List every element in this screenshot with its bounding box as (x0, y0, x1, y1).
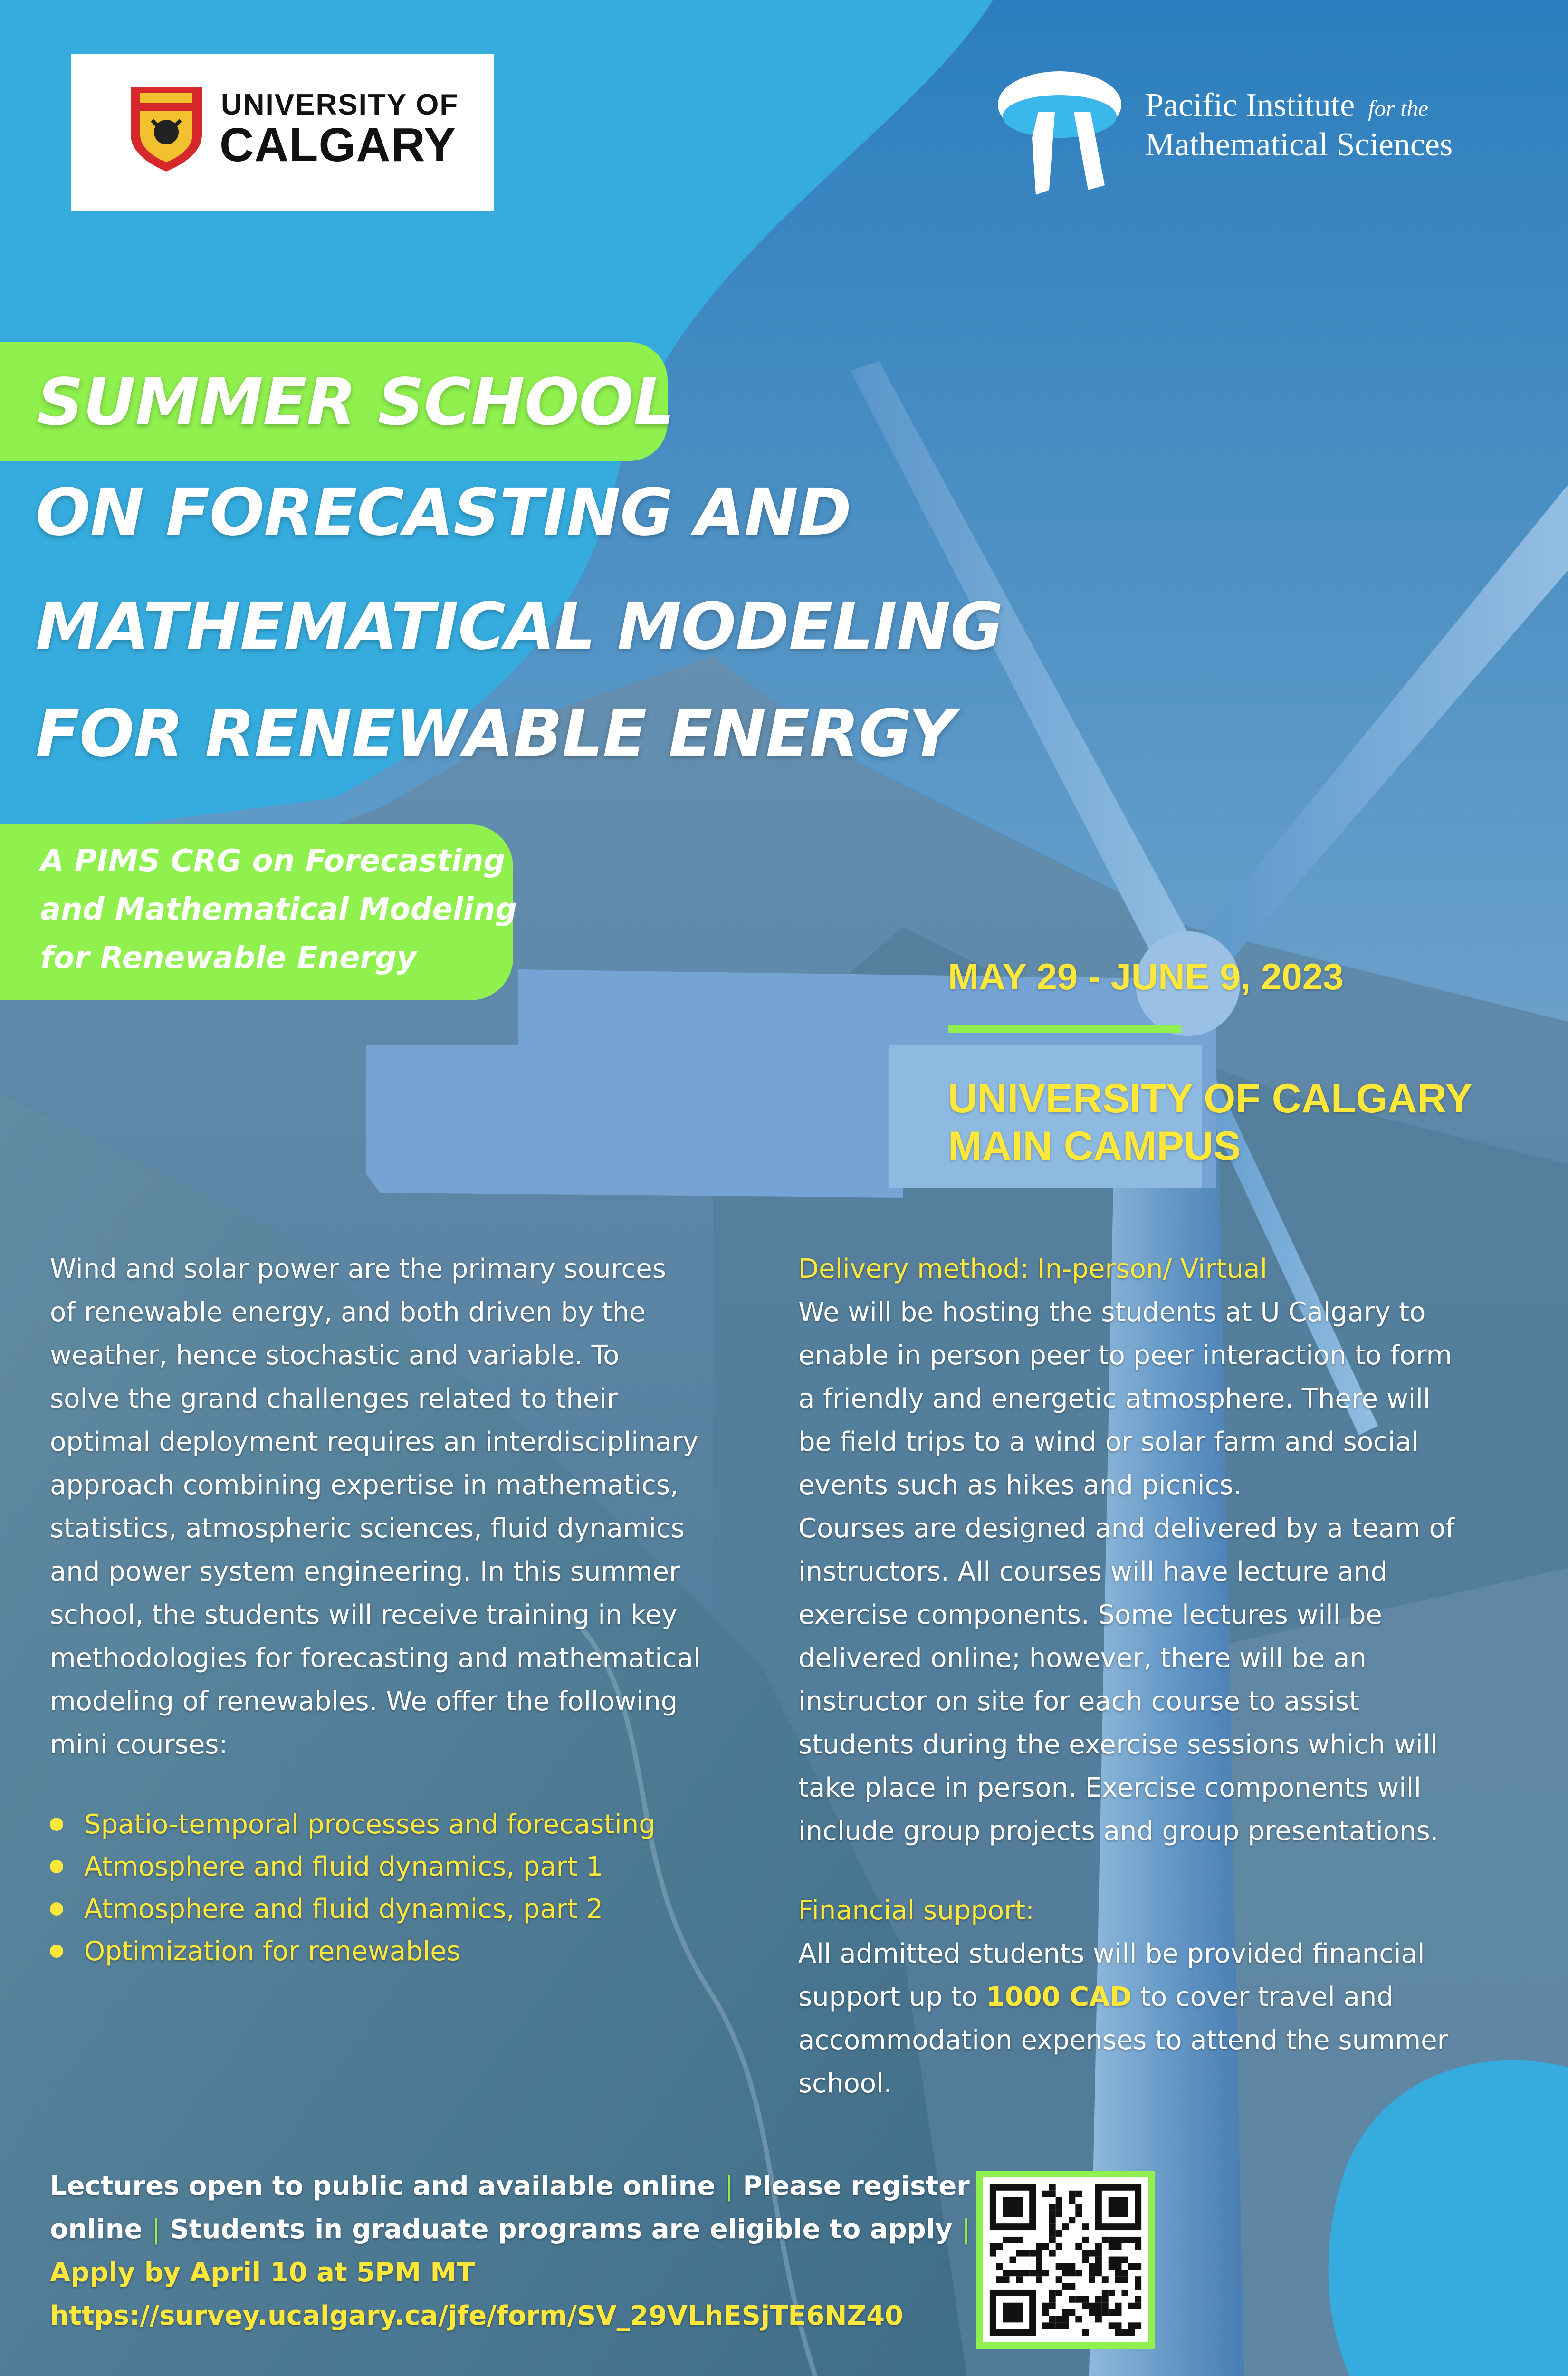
footer-text: online (50, 2214, 143, 2245)
course-label: Optimization for renewables (84, 1936, 460, 1967)
bullet-icon (50, 1945, 63, 1958)
delivery-line: exercise components. Some lectures will be (798, 1600, 1382, 1630)
delivery-line: be field trips to a wind or solar farm and social (798, 1427, 1419, 1457)
title-line-3: FOR RENEWABLE ENERGY (36, 696, 955, 771)
intro-line: school, the students will receive training in key (50, 1600, 678, 1630)
intro-line: weather, hence stochastic and variable. To (50, 1340, 620, 1371)
intro-line: modeling of renewables. We offer the following (50, 1686, 678, 1717)
delivery-line: We will be hosting the students at U Calgary to (798, 1297, 1426, 1328)
course-label: Atmosphere and fluid dynamics, part 2 (84, 1894, 603, 1925)
delivery-heading: Delivery method: In-person/ Virtual (798, 1254, 1267, 1284)
crest-icon (126, 82, 207, 172)
financial-text: to cover travel and (1131, 1982, 1394, 2012)
financial-text: support up to (798, 1982, 986, 2012)
delivery-line: events such as hikes and picnics. (798, 1470, 1242, 1501)
separator: | (725, 2171, 734, 2202)
intro-line: approach combining expertise in mathematics, (50, 1470, 679, 1501)
registration-link[interactable]: https://survey.ucalgary.ca/jfe/form/SV_29VLhESjTE6NZ40 (50, 2300, 904, 2331)
pims-pi-icon (993, 67, 1126, 200)
title-summer-school: SUMMER SCHOOL (37, 365, 674, 440)
separator: | (152, 2214, 161, 2245)
financial-line: All admitted students will be provided financial (798, 1938, 1425, 1969)
pims-logo-line1: Pacific Institute (1145, 87, 1355, 124)
qr-code-icon (983, 2177, 1148, 2342)
financial-heading: Financial support: (798, 1895, 1034, 1926)
delivery-line: students during the exercise sessions which will (798, 1729, 1438, 1760)
registration-qr-code[interactable] (976, 2171, 1155, 2349)
bullet-icon (50, 1818, 63, 1831)
intro-line: Wind and solar power are the primary sources (50, 1254, 666, 1284)
title-tag (0, 342, 674, 461)
subtitle-tag (0, 824, 517, 1000)
footer-line-2 (50, 2208, 971, 2251)
course-label: Spatio-temporal processes and forecasting (84, 1809, 656, 1840)
delivery-line: include group projects and group presentations. (798, 1816, 1439, 1847)
footer-text: Students in graduate programs are eligible to apply (170, 2214, 953, 2245)
intro-line: methodologies for forecasting and mathematical (50, 1643, 701, 1674)
application-deadline: Apply by April 10 at 5PM MT (50, 2257, 475, 2288)
delivery-line: enable in person peer to peer interaction to form (798, 1340, 1453, 1371)
intro-line: solve the grand challenges related to their (50, 1383, 618, 1414)
intro-line: statistics, atmospheric sciences, fluid dynamics (50, 1513, 685, 1544)
course-label: Atmosphere and fluid dynamics, part 1 (84, 1851, 603, 1882)
pims-logo-for-the: for the (1368, 96, 1428, 121)
delivery-line: instructor on site for each course to assist (798, 1686, 1360, 1717)
pims-logo-line2: Mathematical Sciences (1145, 126, 1453, 163)
footer-text: Lectures open to public and available online (50, 2171, 716, 2202)
subtitle-line-2: and Mathematical Modeling (40, 892, 517, 927)
event-venue-line1: UNIVERSITY OF CALGARY (948, 1076, 1472, 1121)
course-item (50, 1803, 656, 1846)
financial-line: school. (798, 2068, 892, 2099)
separator: | (962, 2214, 971, 2245)
bullet-icon (50, 1860, 63, 1873)
intro-paragraph (50, 1247, 701, 1766)
university-of-calgary-logo (71, 54, 494, 211)
delivery-line: delivered online; however, there will be an (798, 1643, 1367, 1674)
delivery-line: instructors. All courses will have lecture and (798, 1556, 1388, 1587)
intro-line: and power system engineering. In this summer (50, 1556, 680, 1587)
course-item (50, 1888, 656, 1930)
intro-line: optimal deployment requires an interdisciplinary (50, 1427, 698, 1457)
delivery-line: a friendly and energetic atmosphere. There will (798, 1383, 1431, 1414)
delivery-section (798, 1247, 1455, 1853)
title-line-2: MATHEMATICAL MODELING (36, 589, 1003, 664)
subtitle-line-3: for Renewable Energy (40, 940, 417, 976)
financial-line (798, 1975, 1448, 2019)
subtitle-line-1: A PIMS CRG on Forecasting (40, 843, 506, 879)
intro-line: mini courses: (50, 1729, 228, 1760)
course-list (50, 1803, 656, 1973)
course-item (50, 1846, 656, 1888)
financial-section (798, 1889, 1448, 2105)
footer-text: Please register (743, 2171, 970, 2202)
intro-line: of renewable energy, and both driven by the (50, 1297, 646, 1328)
pims-logo (993, 67, 1516, 209)
course-item (50, 1930, 656, 1973)
event-dates: MAY 29 - JUNE 9, 2023 (948, 956, 1344, 997)
uc-logo-line1: UNIVERSITY OF (221, 88, 459, 121)
title-line-1: ON FORECASTING AND (36, 475, 851, 550)
uc-logo-line2: CALGARY (220, 118, 456, 172)
event-venue-line2: MAIN CAMPUS (948, 1123, 1241, 1169)
financial-line: accommodation expenses to attend the summer (798, 2025, 1448, 2056)
dates-divider (948, 1025, 1181, 1033)
delivery-line: take place in person. Exercise components will (798, 1772, 1421, 1803)
financial-amount: 1000 CAD (986, 1982, 1132, 2012)
bullet-icon (50, 1902, 63, 1916)
delivery-line: Courses are designed and delivered by a team of (798, 1513, 1455, 1544)
footer-line-1 (50, 2165, 970, 2208)
